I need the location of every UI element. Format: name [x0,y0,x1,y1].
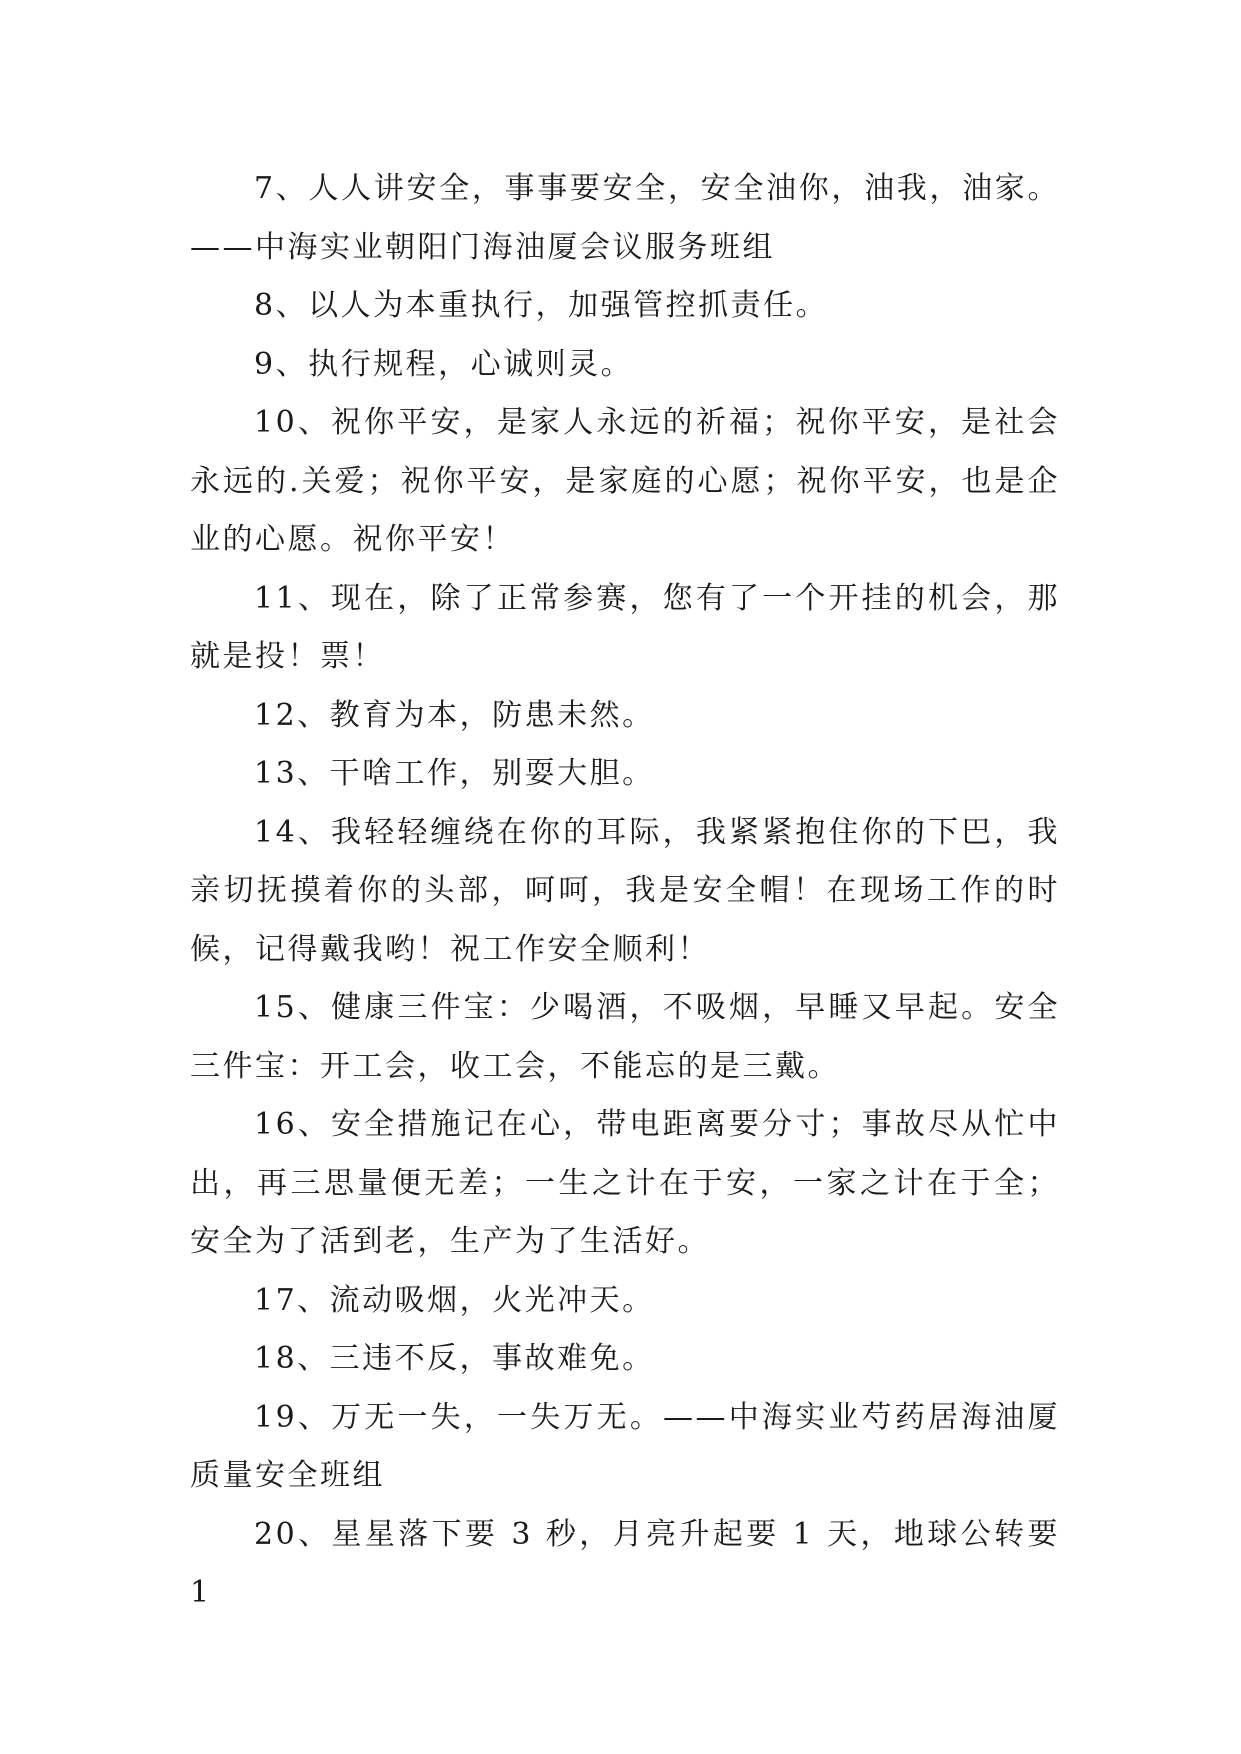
paragraph-9: 9、执行规程，心诚则灵。 [254,346,634,382]
paragraph-17: 17、流动吸烟，火光冲天。 [254,1282,655,1318]
paragraph-14: 14、我轻轻缠绕在你的耳际，我紧紧抱住你的下巴，我亲切抚摸着你的头部，呵呵，我是安全帽！在现场工作的时候，记得戴我哟！祝工作安全顺利！ [190,814,1060,967]
paragraph-20: 20、星星落下要 3 秒，月亮升起要 1 天，地球公转要 1 [190,1516,1060,1610]
paragraph-18: 18、三违不反，事故难免。 [254,1341,655,1376]
paragraph-13: 13、干啥工作，别耍大胆。 [254,756,655,791]
paragraph-11: 11、现在，除了正常参赛，您有了一个开挂的机会，那就是投！票！ [190,580,1060,674]
paragraph-10: 10、祝你平安，是家人永远的祈福；祝你平安，是社会永远的.关爱；祝你平安，是家庭的心愿；祝你平安，也是企业的心愿。祝你平安！ [190,405,1060,557]
paragraph-19: 19、万无一失，一失万无。——中海实业芍药居海油厦质量安全班组 [190,1399,1060,1493]
paragraph-7: 7、人人讲安全，事事要安全，安全油你，油我，油家。——中海实业朝阳门海油厦会议服务班组 [190,171,1060,265]
paragraph-8: 8、以人为本重执行，加强管控抓责任。 [254,288,829,323]
paragraph-12: 12、教育为本，防患未然。 [254,697,655,733]
paragraph-16: 16、安全措施记在心，带电距离要分寸；事故尽从忙中出，再三思量便无差；一生之计在于安，一家之计在于全；安全为了活到老，生产为了生活好。 [190,1107,1060,1259]
paragraph-15: 15、健康三件宝：少喝酒，不吸烟，早睡又早起。安全三件宝：开工会，收工会，不能忘的是三戴。 [190,990,1060,1084]
document-page [190,160,1060,1623]
